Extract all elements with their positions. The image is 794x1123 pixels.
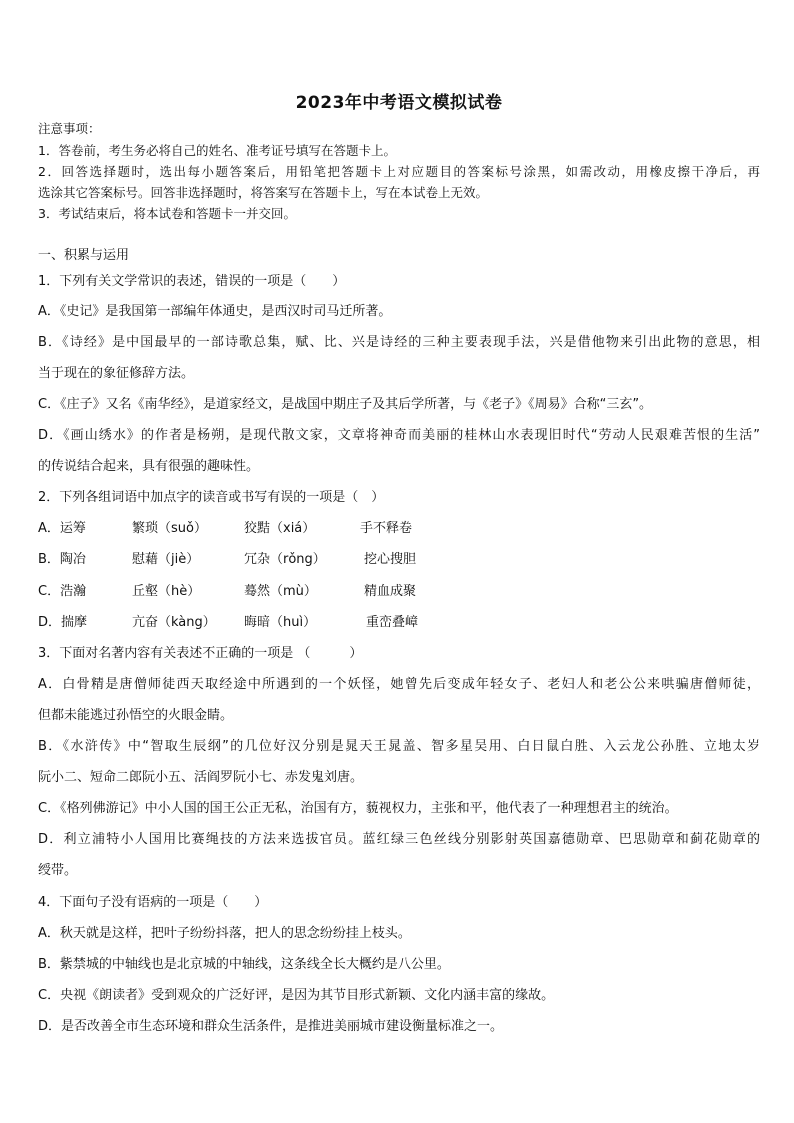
q3-option-d: D．利立浦特小人国用比赛绳技的方法来选拔官员。蓝红绿三色丝线分别影射英国嘉德勋章、巴思勋章和蓟花勋章的 — [38, 832, 760, 847]
q2-word: 挖心搜胆 — [364, 552, 417, 567]
q2-word: 精血成聚 — [364, 584, 417, 599]
q2-word: 晦暗（huì） — [244, 615, 317, 630]
q3-option-a-cont: 但都未能逃过孙悟空的火眼金睛。 — [38, 708, 234, 723]
q2-word: B．陶冶 — [38, 552, 86, 567]
q2-word: 蓦然（mù） — [244, 584, 317, 599]
q2-word: 冗杂（rǒng） — [244, 552, 326, 567]
notice-item-1: 1．答卷前，考生务必将自己的姓名、准考证号填写在答题卡上。 — [38, 143, 396, 158]
q2-word: 亢奋（kàng） — [132, 615, 216, 630]
q4-option-d: D．是否改善全市生态环境和群众生活条件，是推进美丽城市建设衡量标准之一。 — [38, 1019, 504, 1034]
notice-item-3: 3．考试结束后，将本试卷和答题卡一并交回。 — [38, 206, 296, 221]
q3-option-b: B．《水浒传》中“智取生辰纲”的几位好汉分别是晁天王晁盖、智多星吴用、白日鼠白胜、入云龙公孙胜、立地太岁 — [38, 739, 760, 754]
q2-word: 繁琐（suǒ） — [132, 521, 207, 536]
q1-option-b-cont: 当于现在的象征修辞方法。 — [38, 366, 195, 381]
q2-word: 慰藉（jiè） — [132, 552, 200, 567]
notice-item-2: 2．回答选择题时，选出每小题答案后，用铅笔把答题卡上对应题目的答案标号涂黑，如需改动，用橡皮擦干净后，再 — [38, 164, 760, 179]
q1-option-c: C．《庄子》又名《南华经》，是道家经文，是战国中期庄子及其后学所著，与《老子》《周易》合称“三玄”。 — [38, 397, 653, 412]
q3-option-c: C．《格列佛游记》中小人国的国王公正无私，治国有方，藐视权力，主张和平，他代表了一种理想君主的统治。 — [38, 801, 678, 816]
q3-option-d-cont: 绶带。 — [38, 863, 78, 878]
q2-word: 手不释卷 — [360, 521, 413, 536]
q2-stem: 2．下列各组词语中加点字的读音或书写有误的一项是（ ） — [38, 490, 385, 505]
q4-option-a: A．秋天就是这样，把叶子纷纷抖落，把人的思念纷纷挂上枝头。 — [38, 926, 411, 941]
q2-word: 重峦叠嶂 — [366, 615, 419, 630]
q3-option-a: A．白骨精是唐僧师徒西天取经途中所遇到的一个妖怪，她曾先后变成年轻女子、老妇人和老公公来哄骗唐僧师徒， — [38, 677, 760, 692]
notice-heading: 注意事项： — [38, 121, 101, 136]
q2-word: D．揣摩 — [38, 615, 88, 630]
q3-option-b-cont: 阮小二、短命二郎阮小五、活阎罗阮小七、赤发鬼刘唐。 — [38, 770, 364, 785]
q4-option-c: C．央视《朗读者》受到观众的广泛好评，是因为其节目形式新颖、文化内涵丰富的缘故。 — [38, 988, 555, 1003]
q2-word: 丘壑（hè） — [132, 584, 201, 599]
q2-word: 狡黠（xiá） — [244, 521, 316, 536]
q1-option-d-cont: 的传说结合起来，具有很强的趣味性。 — [38, 459, 260, 474]
q1-option-d: D．《画山绣水》的作者是杨朔，是现代散文家，文章将神奇而美丽的桂林山水表现旧时代“劳动人民艰难苦恨的生活” — [38, 428, 760, 443]
q4-option-b: B．紫禁城的中轴线也是北京城的中轴线，这条线全长大概约是八公里。 — [38, 957, 450, 972]
q1-option-b: B．《诗经》是中国最早的一部诗歌总集，赋、比、兴是诗经的三种主要表现手法，兴是借他物来引出此物的意思，相 — [38, 335, 760, 350]
q1-stem: 1．下列有关文学常识的表述，错误的一项是（ ） — [38, 274, 346, 289]
notice-item-2-cont: 选涂其它答案标号。回答非选择题时，将答案写在答题卡上，写在本试卷上无效。 — [38, 185, 489, 200]
q3-stem: 3．下面对名著内容有关表述不正确的一项是 （ ） — [38, 646, 363, 661]
exam-title: 2023年中考语文模拟试卷 — [295, 93, 503, 113]
section-heading: 一、积累与运用 — [38, 248, 130, 263]
q2-word: A．运筹 — [38, 521, 86, 536]
q2-word: C．浩瀚 — [38, 584, 87, 599]
q4-stem: 4．下面句子没有语病的一项是（ ） — [38, 895, 268, 910]
q1-option-a: A．《史记》是我国第一部编年体通史，是西汉时司马迁所著。 — [38, 304, 392, 319]
